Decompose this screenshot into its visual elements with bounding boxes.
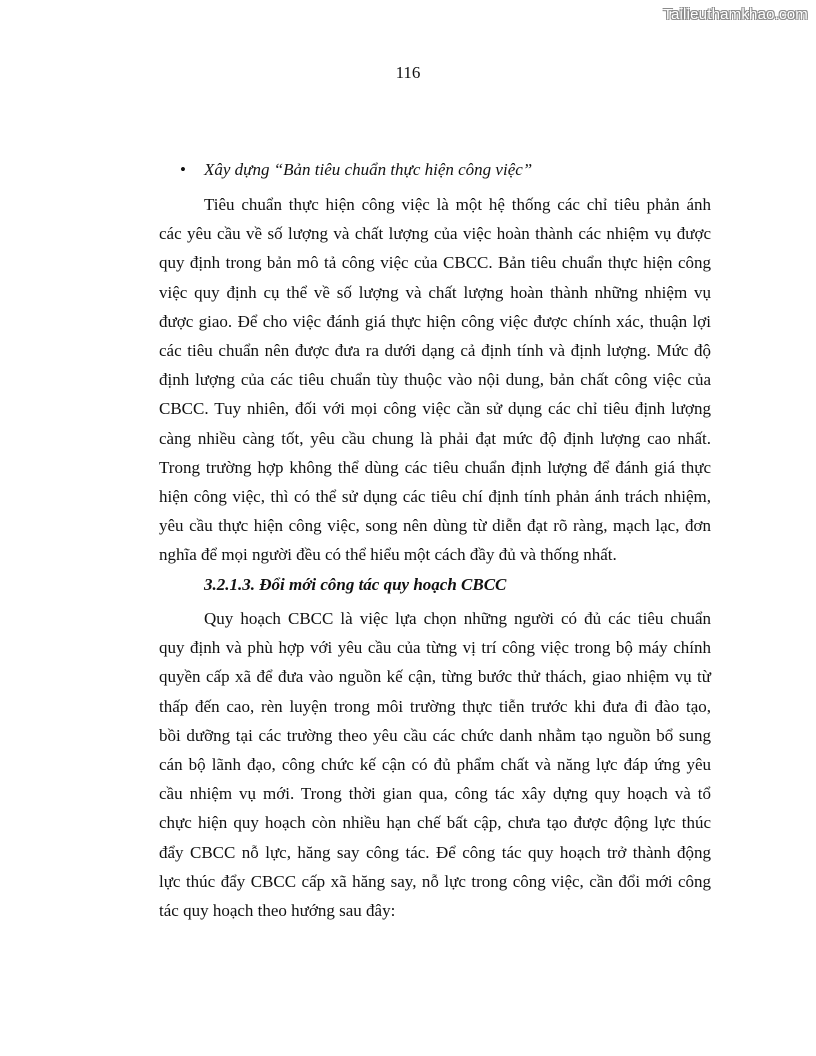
paragraph-line: việc quy định cụ thể về số lượng và chất lượng hoàn thành những nhiệm vụ: [159, 282, 711, 302]
page-number: 116: [395, 63, 421, 82]
paragraph-line: Trong trường hợp không thể dùng các tiêu chuẩn định lượng để đánh giá thực: [159, 457, 711, 477]
paragraph-line: càng nhiều càng tốt, yêu cầu chung là phải đạt mức độ định lượng cao nhất.: [159, 428, 711, 448]
bullet-item: [180, 160, 532, 180]
paragraph-line: cán bộ lãnh đạo, công chức kế cận có đủ phẩm chất và năng lực đáp ứng yêu: [159, 754, 711, 774]
paragraph-performance-standards: [159, 190, 711, 569]
paragraph-line: định lượng của các tiêu chuẩn tùy thuộc vào nội dung, bản chất công việc của: [159, 370, 711, 390]
paragraph-line: tác quy hoạch theo hướng sau đây:: [159, 900, 396, 920]
paragraph-line: Quy hoạch CBCC là việc lựa chọn những người có đủ các tiêu chuẩn: [204, 609, 711, 628]
paragraph-line: các yêu cầu về số lượng và chất lượng của việc hoàn thành các nhiệm vụ được: [159, 224, 711, 244]
paragraph-line: CBCC. Tuy nhiên, đối với mọi công việc cần sử dụng các chỉ tiêu định lượng: [159, 399, 711, 419]
paragraph-line: đẩy CBCC nỗ lực, hăng say công tác. Để công tác quy hoạch trở thành động: [159, 842, 711, 862]
paragraph-line: cầu nhiệm vụ mới. Trong thời gian qua, công tác xây dựng quy hoạch và tổ: [159, 784, 711, 804]
paragraph-line: quy định và phù hợp với yêu cầu của từng vị trí công việc trong bộ máy chính: [159, 638, 711, 658]
paragraph-line: quy định trong bản mô tả công việc của CBCC. Bản tiêu chuẩn thực hiện công: [159, 253, 711, 273]
paragraph-line: lực thúc đẩy CBCC cấp xã hăng say, nỗ lực trong công việc, cần đổi mới công: [159, 871, 711, 891]
paragraph-line: quyền cấp xã để đưa vào nguồn kế cận, từng bước thử thách, giao nhiệm vụ từ: [159, 667, 711, 687]
paragraph-line: các tiêu chuẩn nên được đưa ra dưới dạng cả định tính và định lượng. Mức độ: [159, 340, 711, 360]
bullet-icon: •: [180, 160, 186, 179]
paragraph-line: chực hiện quy hoạch còn nhiều hạn chế bất cập, chưa tạo được động lực thúc: [159, 813, 711, 833]
paragraph-line: bồi dưỡng tại các trường theo yêu cầu các chức danh nhằm tạo nguồn bổ sung: [159, 725, 711, 745]
paragraph-line: nghĩa để mọi người đều có thể hiểu một cách đầy đủ và thống nhất.: [159, 545, 617, 565]
paragraph-line: được giao. Để cho việc đánh giá thực hiện công việc được chính xác, thuận lợi: [159, 311, 711, 331]
watermark: Tailieuthamkhao.com: [663, 6, 808, 23]
section-heading: 3.2.1.3. Đổi mới công tác quy hoạch CBCC: [204, 575, 507, 594]
paragraph-line: yêu cầu thực hiện công việc, song nên dùng từ diễn đạt rõ ràng, mạch lạc, đơn: [159, 516, 711, 536]
paragraph-line: Tiêu chuẩn thực hiện công việc là một hệ thống các chỉ tiêu phản ánh: [204, 195, 711, 214]
paragraph-line: hiện công việc, thì có thể sử dụng các tiêu chí định tính phản ánh trách nhiệm,: [159, 486, 711, 506]
bullet-text: Xây dựng “Bản tiêu chuẩn thực hiện công việc”: [204, 160, 533, 179]
paragraph-line: thấp đến cao, rèn luyện trong môi trường thực tiễn trước khi đưa đi đào tạo,: [159, 696, 711, 716]
paragraph-planning: [159, 604, 711, 925]
